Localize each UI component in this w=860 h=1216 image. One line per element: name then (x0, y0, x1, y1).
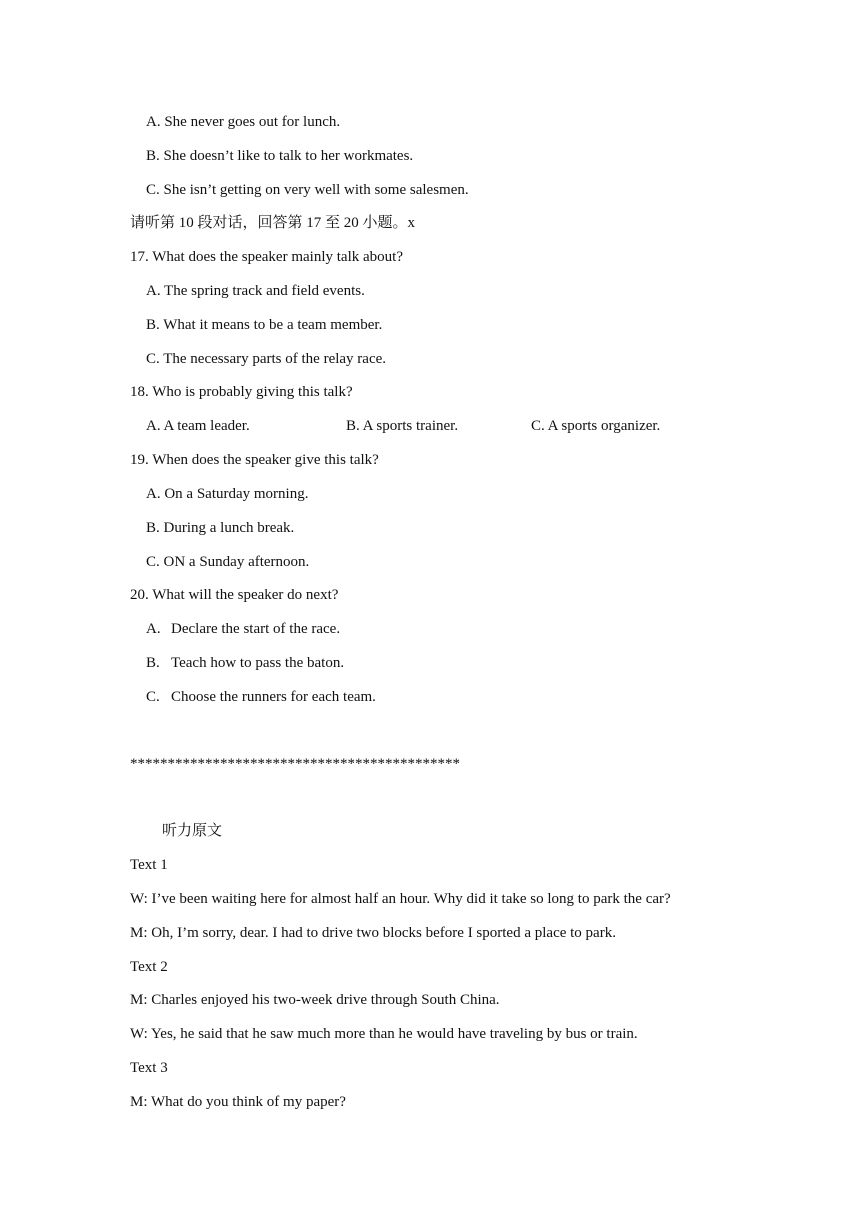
q18-question: 18. Who is probably giving this talk? (130, 384, 353, 400)
text3-line-1: M: What do you think of my paper? (130, 1094, 346, 1110)
q20-option-c-letter: C. (146, 689, 160, 705)
q20-option-b (146, 653, 344, 673)
q18-option-c: C. A sports organizer. (531, 418, 661, 434)
text1-line-2: M: Oh, I’m sorry, dear. I had to drive two blocks before I sported a place to park. (130, 925, 616, 941)
q19-question: 19. When does the speaker give this talk? (130, 452, 379, 468)
q17-option-b: B. What it means to be a team member. (146, 317, 383, 333)
q18-option-a: A. A team leader. (146, 418, 250, 434)
q20-question: 20. What will the speaker do next? (130, 587, 339, 603)
separator-line: ******************************************** (130, 756, 460, 772)
q17-option-a: A. The spring track and field events. (146, 283, 365, 299)
q20-option-a-text: Declare the start of the race. (171, 621, 341, 637)
q17-option-c: C. The necessary parts of the relay race. (146, 351, 387, 367)
text3-label: Text 3 (130, 1060, 168, 1076)
q20-option-b-letter: B. (146, 655, 160, 671)
q19-option-c: C. ON a Sunday afternoon. (146, 554, 310, 570)
q20-option-a (146, 619, 340, 639)
q17-question: 17. What does the speaker mainly talk about? (130, 249, 403, 265)
q18-option-b: B. A sports trainer. (346, 418, 459, 434)
q19-option-a: A. On a Saturday morning. (146, 486, 309, 502)
text1-line-1: W: I’ve been waiting here for almost half an hour. Why did it take so long to park the car? (130, 891, 671, 907)
text1-label: Text 1 (130, 857, 168, 873)
q20-option-c-text: Choose the runners for each team. (171, 689, 376, 705)
q20-option-a-letter: A. (146, 621, 161, 637)
q20-option-b-text: Teach how to pass the baton. (171, 655, 345, 671)
text2-label: Text 2 (130, 959, 168, 975)
q20-option-c (146, 687, 376, 707)
transcript-heading: 听力原文 (162, 823, 223, 839)
text2-line-1: M: Charles enjoyed his two-week drive through South China. (130, 992, 500, 1008)
q16-option-c: C. She isn’t getting on very well with some salesmen. (146, 182, 469, 198)
q19-option-b: B. During a lunch break. (146, 520, 295, 536)
q16-option-b: B. She doesn’t like to talk to her workmates. (146, 148, 414, 164)
q16-option-a: A. She never goes out for lunch. (146, 114, 341, 130)
section-instruction: 请听第 10 段对话，回答第 17 至 20 小题。x (130, 215, 416, 231)
text2-line-2: W: Yes, he said that he saw much more than he would have traveling by bus or train. (130, 1026, 638, 1042)
